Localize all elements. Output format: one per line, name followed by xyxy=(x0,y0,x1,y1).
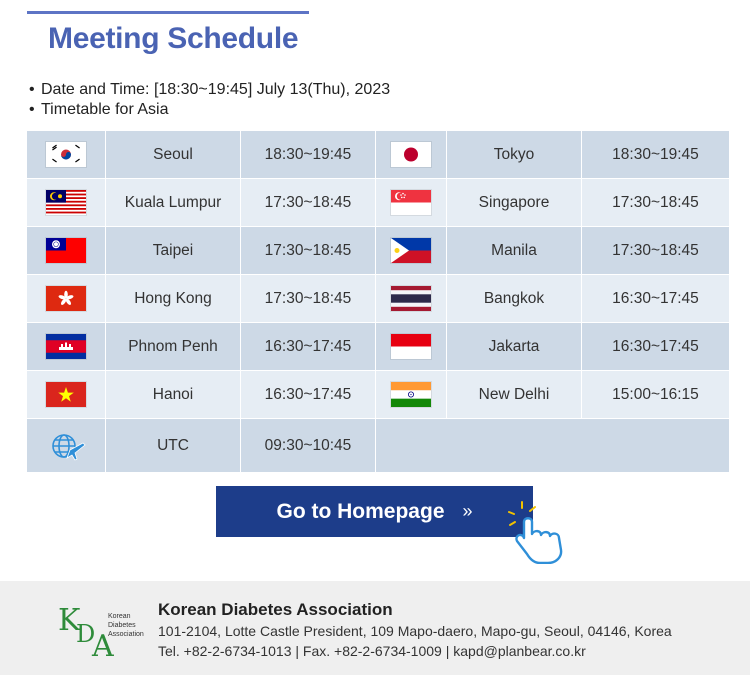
indonesia-flag xyxy=(376,323,447,371)
city-name: New Delhi xyxy=(447,371,582,419)
cambodia-flag xyxy=(27,323,106,371)
kda-logo xyxy=(58,598,158,658)
city-name: Kuala Lumpur xyxy=(106,179,241,227)
go-to-homepage-label: Go to Homepage xyxy=(276,499,445,523)
hand-pointer-icon xyxy=(508,500,584,564)
page-title: Meeting Schedule xyxy=(48,22,299,55)
cambodia-flag-image xyxy=(46,334,86,359)
org-address: 101-2104, Lotte Castle President, 109 Mapo-daero, Mapo-gu, Seoul, 04146, Korea xyxy=(158,623,672,639)
philippines-flag-image xyxy=(391,238,431,263)
go-to-homepage-button[interactable] xyxy=(216,486,533,537)
double-chevron-icon: » xyxy=(462,501,473,521)
meeting-time: 17:30~18:45 xyxy=(241,227,376,275)
meeting-time: 18:30~19:45 xyxy=(241,131,376,179)
utc-icon-cell xyxy=(27,419,106,473)
schedule-row xyxy=(27,131,730,179)
info-timetable-text: Timetable for Asia xyxy=(41,101,169,118)
meeting-time: 16:30~17:45 xyxy=(241,323,376,371)
meeting-time: 16:30~17:45 xyxy=(582,323,730,371)
meeting-time: 17:30~18:45 xyxy=(582,179,730,227)
japan-flag-image xyxy=(391,142,431,167)
city-name: Hanoi xyxy=(106,371,241,419)
city-name: Bangkok xyxy=(447,275,582,323)
title-underline xyxy=(27,11,309,14)
philippines-flag xyxy=(376,227,447,275)
hong-kong-flag xyxy=(27,275,106,323)
taiwan-flag xyxy=(27,227,106,275)
schedule-row xyxy=(27,371,730,419)
empty-cell xyxy=(376,419,730,473)
svg-text:A: A xyxy=(92,629,114,658)
city-name: Jakarta xyxy=(447,323,582,371)
thailand-flag-image xyxy=(391,286,431,311)
meeting-time: 18:30~19:45 xyxy=(582,131,730,179)
info-timetable: • Timetable for Asia xyxy=(29,101,169,118)
city-name: Manila xyxy=(447,227,582,275)
city-name: Hong Kong xyxy=(106,275,241,323)
singapore-flag xyxy=(376,179,447,227)
meeting-time: 09:30~10:45 xyxy=(241,419,376,473)
info-date-time-text: Date and Time: [18:30~19:45] July 13(Thu), 2023 xyxy=(41,81,391,98)
org-contact: Tel. +82-2-6734-1013 | Fax. +82-2-6734-1009 | kapd@planbear.co.kr xyxy=(158,643,586,659)
malaysia-flag xyxy=(27,179,106,227)
meeting-time: 17:30~18:45 xyxy=(241,179,376,227)
taiwan-flag-image xyxy=(46,238,86,263)
singapore-flag-image xyxy=(391,190,431,215)
city-name: UTC xyxy=(106,419,241,473)
schedule-row xyxy=(27,179,730,227)
city-name: Singapore xyxy=(447,179,582,227)
svg-text:K: K xyxy=(58,603,81,638)
schedule-row-utc xyxy=(27,419,730,473)
meeting-time: 17:30~18:45 xyxy=(241,275,376,323)
svg-text:Korean: Korean xyxy=(108,613,131,620)
malaysia-flag-image xyxy=(46,190,86,215)
schedule-row xyxy=(27,227,730,275)
indonesia-flag-image xyxy=(391,334,431,359)
hong-kong-flag-image xyxy=(46,286,86,311)
vietnam-flag-image xyxy=(46,382,86,407)
meeting-time: 15:00~16:15 xyxy=(582,371,730,419)
meeting-time: 16:30~17:45 xyxy=(241,371,376,419)
city-name: Tokyo xyxy=(447,131,582,179)
meeting-time: 16:30~17:45 xyxy=(582,275,730,323)
india-flag xyxy=(376,371,447,419)
meeting-time: 17:30~18:45 xyxy=(582,227,730,275)
info-date-time: • Date and Time: [18:30~19:45] July 13(Thu), 2023 xyxy=(29,81,391,98)
svg-text:Diabetes: Diabetes xyxy=(108,622,136,629)
svg-text:D: D xyxy=(76,620,96,648)
japan-flag xyxy=(376,131,447,179)
schedule-row xyxy=(27,275,730,323)
vietnam-flag xyxy=(27,371,106,419)
south-korea-flag-image xyxy=(46,142,86,167)
org-name: Korean Diabetes Association xyxy=(158,600,393,619)
schedule-table xyxy=(26,130,730,473)
globe-plane-icon xyxy=(46,426,86,466)
city-name: Phnom Penh xyxy=(106,323,241,371)
india-flag-image xyxy=(391,382,431,407)
city-name: Taipei xyxy=(106,227,241,275)
schedule-row xyxy=(27,323,730,371)
thailand-flag xyxy=(376,275,447,323)
svg-text:Association: Association xyxy=(108,631,144,638)
city-name: Seoul xyxy=(106,131,241,179)
south-korea-flag xyxy=(27,131,106,179)
